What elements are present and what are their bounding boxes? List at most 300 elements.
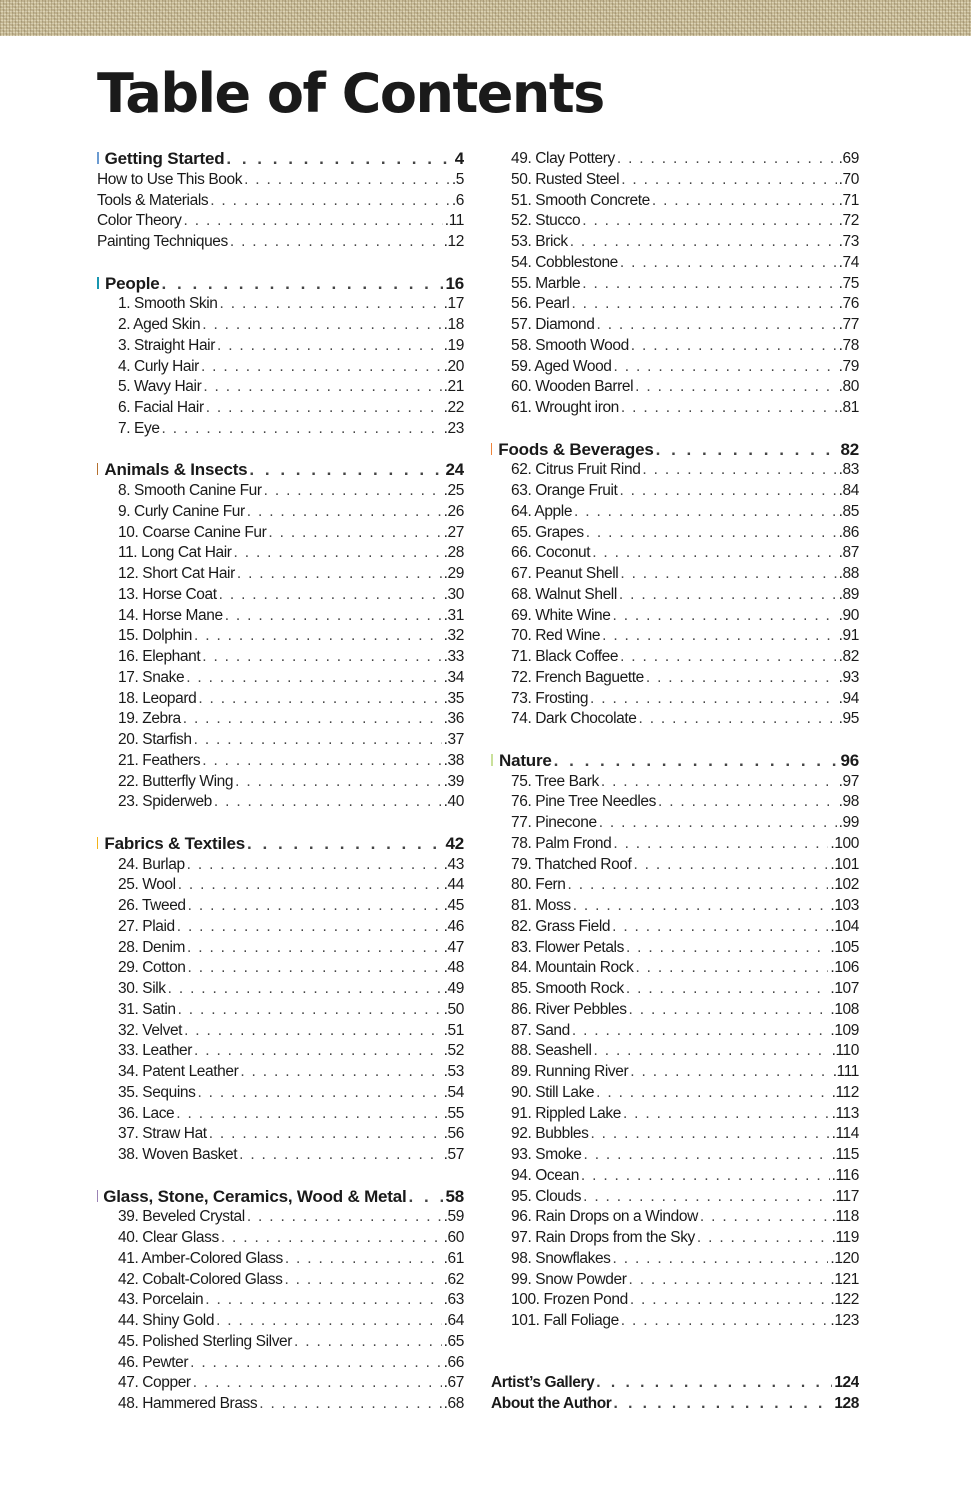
toc-entry-label: 12. Short Cat Hair xyxy=(118,565,235,582)
toc-entry[interactable] xyxy=(491,357,859,378)
toc-entry-label: 10. Coarse Canine Fur xyxy=(118,523,267,541)
toc-entry-label: 58. Smooth Wood xyxy=(511,336,629,354)
dot-leader xyxy=(613,1249,829,1270)
toc-entry[interactable] xyxy=(97,585,464,606)
toc-entry-label: 94. Ocean xyxy=(511,1166,579,1184)
dot-leader xyxy=(554,751,839,772)
dot-leader xyxy=(217,336,442,357)
toc-entry[interactable] xyxy=(97,523,464,544)
toc-entry-label: 6. Facial Hair xyxy=(118,399,204,416)
toc-entry-label: 29. Cotton xyxy=(118,959,186,977)
toc-entry[interactable] xyxy=(97,1000,464,1021)
toc-entry-label: 70. Red Wine xyxy=(511,627,601,645)
dot-leader xyxy=(194,1041,442,1062)
toc-entry[interactable] xyxy=(97,211,464,232)
toc-entry[interactable] xyxy=(97,855,464,876)
toc-page-number: .49 xyxy=(443,980,464,997)
toc-entry-label: 11. Long Cat Hair xyxy=(118,544,232,562)
toc-entry[interactable] xyxy=(97,1249,464,1270)
toc-page-number: .25 xyxy=(443,482,464,499)
toc-entry[interactable] xyxy=(491,709,859,730)
toc-entry-label: 79. Thatched Roof xyxy=(511,855,632,873)
toc-page-number: .23 xyxy=(443,419,464,437)
toc-entry[interactable] xyxy=(97,564,464,585)
toc-entry[interactable] xyxy=(491,1000,859,1021)
dot-leader xyxy=(193,1373,442,1394)
section-spacer xyxy=(491,1332,859,1374)
dot-leader xyxy=(214,792,442,813)
toc-entry-label: 101. Fall Foliage xyxy=(511,1312,619,1329)
toc-entry-label: 51. Smooth Concrete xyxy=(511,191,650,209)
toc-entry[interactable] xyxy=(491,564,859,585)
toc-entry[interactable] xyxy=(97,1394,464,1415)
toc-entry[interactable] xyxy=(491,1083,859,1104)
toc-entry[interactable] xyxy=(491,1207,859,1228)
toc-entry-label: 55. Marble xyxy=(511,274,581,292)
toc-column-right xyxy=(491,149,859,1415)
dot-leader xyxy=(619,481,836,502)
dot-leader xyxy=(202,315,441,336)
toc-entry-label: People xyxy=(105,273,160,293)
toc-entry-label: 90. Still Lake xyxy=(511,1083,595,1101)
toc-entry[interactable] xyxy=(97,875,464,896)
burlap-texture-banner xyxy=(0,0,971,36)
toc-page-number: .6 xyxy=(451,191,464,209)
toc-entry-label: 91. Rippled Lake xyxy=(511,1104,621,1122)
toc-page-number: .37 xyxy=(443,731,464,748)
toc-entry[interactable] xyxy=(491,792,859,813)
toc-page-number: .63 xyxy=(443,1291,464,1309)
toc-page-number: 24 xyxy=(445,460,464,480)
toc-page-number: .47 xyxy=(443,938,464,956)
toc-page-number: .111 xyxy=(832,1063,859,1080)
toc-page-number: .12 xyxy=(443,233,464,250)
toc-page-number: .85 xyxy=(838,502,859,520)
dot-leader xyxy=(623,1104,830,1125)
toc-page-number: .65 xyxy=(443,1332,464,1350)
toc-entry[interactable] xyxy=(491,1124,859,1145)
toc-entry-label: 35. Sequins xyxy=(118,1083,196,1101)
toc-entry[interactable] xyxy=(491,938,859,959)
toc-page-number: .110 xyxy=(831,1042,859,1060)
dot-leader xyxy=(635,958,828,979)
toc-entry-label: 68. Walnut Shell xyxy=(511,585,617,603)
toc-entry-label: 66. Coconut xyxy=(511,544,591,562)
toc-entry[interactable] xyxy=(491,834,859,855)
toc-entry[interactable] xyxy=(491,1041,859,1062)
toc-page-number: .71 xyxy=(838,191,859,209)
toc-entry[interactable] xyxy=(97,357,464,378)
toc-entry[interactable] xyxy=(97,481,464,502)
toc-entry[interactable] xyxy=(97,170,464,191)
toc-entry[interactable] xyxy=(97,232,464,253)
toc-entry-label: 33. Leather xyxy=(118,1042,193,1060)
dot-leader xyxy=(700,1207,830,1228)
toc-entry-label: 97. Rain Drops from the Sky xyxy=(511,1229,695,1246)
toc-page-number: .67 xyxy=(443,1374,464,1392)
toc-entry[interactable] xyxy=(97,1124,464,1145)
toc-entry[interactable] xyxy=(491,543,859,564)
dot-leader xyxy=(629,1270,829,1291)
dot-leader xyxy=(186,668,441,689)
toc-entry[interactable] xyxy=(97,979,464,1000)
toc-entry[interactable] xyxy=(491,979,859,1000)
toc-page-number: 42 xyxy=(445,833,464,853)
toc-entry[interactable] xyxy=(491,232,859,253)
toc-entry[interactable] xyxy=(491,398,859,419)
toc-entry-label: 76. Pine Tree Needles xyxy=(511,793,656,811)
dot-leader xyxy=(642,460,836,481)
toc-entry[interactable] xyxy=(491,211,859,232)
toc-page-number: .114 xyxy=(831,1125,859,1143)
toc-entry-label: 50. Rusted Steel xyxy=(511,170,620,188)
section-heading-getting_started[interactable] xyxy=(97,149,464,170)
toc-entry[interactable] xyxy=(97,958,464,979)
section-heading-nature[interactable] xyxy=(491,751,859,772)
section-color-square-icon xyxy=(97,277,99,289)
toc-page-number: .87 xyxy=(838,544,859,562)
dot-leader xyxy=(602,626,837,647)
toc-entry[interactable] xyxy=(97,689,464,710)
toc-entry-label: 82. Grass Field xyxy=(511,917,611,935)
dot-leader xyxy=(570,232,837,253)
toc-page-number: .105 xyxy=(830,938,859,956)
toc-entry[interactable] xyxy=(97,709,464,730)
toc-page-number: .69 xyxy=(838,150,859,167)
toc-entry[interactable] xyxy=(491,813,859,834)
toc-entry-label: 44. Shiny Gold xyxy=(118,1312,215,1329)
dot-leader xyxy=(230,232,442,253)
toc-page-number: .104 xyxy=(830,917,859,935)
toc-entry[interactable] xyxy=(97,1332,464,1353)
toc-entry-label: 63. Orange Fruit xyxy=(511,482,618,499)
toc-entry[interactable] xyxy=(97,772,464,793)
toc-entry-label: 60. Wooden Barrel xyxy=(511,378,634,396)
toc-entry-label: Color Theory xyxy=(97,212,182,230)
toc-entry-label: 43. Porcelain xyxy=(118,1291,204,1309)
toc-page-number: .76 xyxy=(838,295,859,313)
dot-leader xyxy=(240,1062,441,1083)
dot-leader xyxy=(590,1124,829,1145)
toc-entry[interactable] xyxy=(491,606,859,627)
toc-entry[interactable] xyxy=(491,274,859,295)
toc-entry-label: 2. Aged Skin xyxy=(118,316,201,333)
toc-page-number: .82 xyxy=(838,648,859,665)
dot-leader xyxy=(194,730,442,751)
toc-entry[interactable] xyxy=(97,730,464,751)
toc-entry[interactable] xyxy=(97,668,464,689)
dot-leader xyxy=(621,1311,829,1332)
dot-leader xyxy=(225,606,442,627)
toc-entry[interactable] xyxy=(491,1145,859,1166)
toc-entry[interactable] xyxy=(97,1021,464,1042)
dot-leader xyxy=(247,1207,442,1228)
toc-entry[interactable] xyxy=(491,1249,859,1270)
toc-entry-label: 22. Butterfly Wing xyxy=(118,772,234,790)
toc-entry-label: 96. Rain Drops on a Window xyxy=(511,1208,698,1226)
toc-entry[interactable] xyxy=(97,1104,464,1125)
toc-entry[interactable] xyxy=(491,1311,859,1332)
toc-entry[interactable] xyxy=(97,1062,464,1083)
toc-page-number: .26 xyxy=(443,502,464,520)
toc-page-number: .90 xyxy=(838,606,859,624)
toc-entry[interactable] xyxy=(491,647,859,668)
toc-entry-label: 15. Dolphin xyxy=(118,627,193,645)
toc-entry[interactable] xyxy=(97,1041,464,1062)
section-heading-animals[interactable] xyxy=(97,460,464,481)
section-heading-people[interactable] xyxy=(97,274,464,295)
toc-entry-label: 40. Clear Glass xyxy=(118,1229,219,1246)
dot-leader xyxy=(221,1228,442,1249)
dot-leader xyxy=(613,606,837,627)
toc-page-number: .29 xyxy=(443,565,464,582)
toc-entry-label: Fabrics & Textiles xyxy=(104,833,246,853)
toc-entry[interactable] xyxy=(491,481,859,502)
toc-page-number: .101 xyxy=(830,855,859,873)
dot-leader xyxy=(210,191,450,212)
toc-entry[interactable] xyxy=(491,377,859,398)
toc-entry-label: Glass, Stone, Ceramics, Wood & Metal xyxy=(103,1186,407,1206)
toc-entry[interactable] xyxy=(491,191,859,212)
toc-entry[interactable] xyxy=(97,1311,464,1332)
dot-leader xyxy=(572,1021,829,1042)
toc-page-number: .53 xyxy=(443,1063,464,1080)
toc-entry-label: 25. Wool xyxy=(118,876,176,894)
toc-entry[interactable] xyxy=(97,626,464,647)
toc-page-number: .21 xyxy=(443,378,464,396)
toc-entry[interactable] xyxy=(97,315,464,336)
toc-entry-label: 37. Straw Hat xyxy=(118,1125,207,1143)
toc-page-number: .28 xyxy=(443,544,464,562)
toc-entry[interactable] xyxy=(97,1373,464,1394)
dot-leader xyxy=(571,294,836,315)
toc-page-number: .62 xyxy=(443,1270,464,1288)
toc-page-number: .52 xyxy=(443,1042,464,1060)
toc-page-number: .120 xyxy=(830,1249,859,1267)
toc-page-number: .113 xyxy=(831,1104,859,1122)
toc-entry[interactable] xyxy=(491,149,859,170)
toc-entry[interactable] xyxy=(97,543,464,564)
dot-leader xyxy=(284,1270,441,1291)
toc-entry-label: 30. Silk xyxy=(118,980,166,997)
dot-leader xyxy=(620,647,837,668)
toc-page-number: .121 xyxy=(830,1270,859,1288)
toc-entry[interactable] xyxy=(491,772,859,793)
toc-entry[interactable] xyxy=(97,1083,464,1104)
dot-leader xyxy=(184,1021,442,1042)
toc-page-number: .77 xyxy=(838,316,859,333)
toc-entry[interactable] xyxy=(491,1270,859,1291)
toc-page-number: .19 xyxy=(443,336,464,354)
dot-leader xyxy=(235,772,442,793)
toc-page-number: .72 xyxy=(838,212,859,230)
toc-entry[interactable] xyxy=(491,958,859,979)
toc-page-number: .27 xyxy=(443,523,464,541)
toc-page-number: .86 xyxy=(838,523,859,541)
toc-entry[interactable] xyxy=(491,523,859,544)
section-spacer xyxy=(97,440,464,461)
toc-entry[interactable] xyxy=(97,896,464,917)
toc-entry[interactable] xyxy=(97,1270,464,1291)
toc-page-number: .33 xyxy=(443,648,464,665)
toc-entry-label: 67. Peanut Shell xyxy=(511,565,619,582)
toc-entry-label: 45. Polished Sterling Silver xyxy=(118,1332,293,1350)
dot-leader xyxy=(646,668,837,689)
dot-leader xyxy=(599,813,837,834)
toc-page-number: .51 xyxy=(443,1021,464,1039)
toc-entry[interactable] xyxy=(491,170,859,191)
toc-entry[interactable] xyxy=(97,606,464,627)
toc-entry[interactable] xyxy=(97,917,464,938)
toc-page-number: 4 xyxy=(454,149,464,168)
section-heading-foods[interactable] xyxy=(491,440,859,461)
toc-entry[interactable] xyxy=(97,1207,464,1228)
toc-entry[interactable] xyxy=(491,1228,859,1249)
toc-entry[interactable] xyxy=(97,751,464,772)
toc-page-number: .118 xyxy=(831,1208,859,1226)
toc-entry[interactable] xyxy=(97,294,464,315)
toc-entry-label: 19. Zebra xyxy=(118,710,181,728)
dot-leader xyxy=(658,792,837,813)
toc-entry[interactable] xyxy=(97,1145,464,1166)
toc-entry[interactable] xyxy=(491,1021,859,1042)
toc-entry[interactable] xyxy=(491,1104,859,1125)
toc-entry[interactable] xyxy=(97,647,464,668)
toc-page-number: .56 xyxy=(443,1125,464,1143)
toc-entry[interactable] xyxy=(97,191,464,212)
toc-entry-label: 20. Starfish xyxy=(118,731,192,748)
toc-page-number: 96 xyxy=(840,750,859,770)
toc-entry-label: 54. Cobblestone xyxy=(511,253,618,271)
toc-page-number: .43 xyxy=(443,855,464,873)
toc-column-left xyxy=(97,149,464,1415)
dot-leader xyxy=(162,274,444,295)
toc-entry-label: 26. Tweed xyxy=(118,897,186,914)
toc-entry[interactable] xyxy=(491,585,859,606)
section-heading-glass[interactable] xyxy=(97,1187,464,1208)
dot-leader xyxy=(234,543,442,564)
toc-entry-label: 34. Patent Leather xyxy=(118,1063,239,1080)
toc-entry-label: 1. Smooth Skin xyxy=(118,295,218,313)
dot-leader xyxy=(584,1145,830,1166)
toc-entry[interactable] xyxy=(491,626,859,647)
toc-entry[interactable] xyxy=(97,1290,464,1311)
dot-leader xyxy=(583,1187,829,1208)
section-spacer xyxy=(491,419,859,440)
toc-entry-label: 14. Horse Mane xyxy=(118,606,223,624)
dot-leader xyxy=(168,979,442,1000)
toc-page-number: .46 xyxy=(443,917,464,935)
toc-entry[interactable] xyxy=(491,1062,859,1083)
toc-entry[interactable] xyxy=(491,253,859,274)
toc-page-number: .84 xyxy=(838,482,859,499)
toc-entry[interactable] xyxy=(491,875,859,896)
toc-page-number: .59 xyxy=(443,1208,464,1226)
toc-page-number: .73 xyxy=(838,233,859,250)
toc-entry[interactable] xyxy=(491,689,859,710)
dot-leader xyxy=(202,751,441,772)
toc-entry[interactable] xyxy=(491,668,859,689)
dot-leader xyxy=(201,357,442,378)
toc-page-number: 58 xyxy=(445,1186,464,1206)
dot-leader xyxy=(244,170,450,191)
toc-entry[interactable] xyxy=(491,1187,859,1208)
toc-page-number: .78 xyxy=(838,336,859,354)
dot-leader xyxy=(620,564,836,585)
dot-leader xyxy=(574,502,837,523)
toc-entry-label: 24. Burlap xyxy=(118,855,185,873)
toc-page-number: .55 xyxy=(443,1104,464,1122)
toc-entry[interactable] xyxy=(491,294,859,315)
toc-entry-label: 98. Snowflakes xyxy=(511,1249,611,1267)
toc-entry-label: 100. Frozen Pond xyxy=(511,1291,628,1309)
section-color-square-icon xyxy=(97,463,98,475)
toc-entry-label: 87. Sand xyxy=(511,1021,570,1039)
dot-leader xyxy=(249,460,443,481)
toc-entry[interactable] xyxy=(491,315,859,336)
back-matter-entry[interactable] xyxy=(491,1394,859,1415)
toc-entry-label: 86. River Pebbles xyxy=(511,1000,627,1018)
toc-page-number: .35 xyxy=(443,689,464,707)
dot-leader xyxy=(612,917,828,938)
toc-entry-label: Animals & Insects xyxy=(104,460,248,480)
toc-entry[interactable] xyxy=(491,1290,859,1311)
toc-entry-label: 72. French Baguette xyxy=(511,668,644,686)
toc-page-number: .45 xyxy=(443,897,464,914)
dot-leader xyxy=(621,170,836,191)
toc-entry[interactable] xyxy=(97,502,464,523)
toc-entry[interactable] xyxy=(491,336,859,357)
dot-leader xyxy=(573,896,829,917)
toc-page-number: .91 xyxy=(838,627,859,645)
toc-entry-label: Painting Techniques xyxy=(97,233,228,250)
toc-entry[interactable] xyxy=(491,855,859,876)
dot-leader xyxy=(590,689,837,710)
toc-entry-label: 9. Curly Canine Fur xyxy=(118,502,245,520)
toc-entry[interactable] xyxy=(97,336,464,357)
toc-page-number: .30 xyxy=(443,585,464,603)
toc-entry-label: 75. Tree Bark xyxy=(511,772,599,790)
toc-entry-label: 85. Smooth Rock xyxy=(511,980,624,997)
toc-entry[interactable] xyxy=(491,917,859,938)
toc-entry[interactable] xyxy=(97,419,464,440)
section-spacer xyxy=(97,813,464,834)
dot-leader xyxy=(592,543,836,564)
toc-entry[interactable] xyxy=(97,398,464,419)
toc-entry[interactable] xyxy=(97,792,464,813)
toc-entry[interactable] xyxy=(491,502,859,523)
toc-page-number: .57 xyxy=(443,1146,464,1163)
dot-leader xyxy=(220,294,442,315)
toc-entry[interactable] xyxy=(97,377,464,398)
back-matter-entry[interactable] xyxy=(491,1373,859,1394)
dot-leader xyxy=(630,1290,829,1311)
dot-leader xyxy=(697,1228,830,1249)
toc-entry[interactable] xyxy=(97,1353,464,1374)
dot-leader xyxy=(216,1311,442,1332)
toc-page-number: .119 xyxy=(831,1229,859,1246)
dot-leader xyxy=(203,377,441,398)
section-heading-fabrics[interactable] xyxy=(97,834,464,855)
toc-entry-label: 39. Beveled Crystal xyxy=(118,1208,245,1226)
toc-page-number: .5 xyxy=(451,170,464,188)
toc-entry[interactable] xyxy=(97,938,464,959)
toc-entry[interactable] xyxy=(491,1166,859,1187)
toc-entry[interactable] xyxy=(97,1228,464,1249)
toc-entry-label: 17. Snake xyxy=(118,668,185,686)
toc-entry[interactable] xyxy=(491,896,859,917)
toc-entry[interactable] xyxy=(491,460,859,481)
